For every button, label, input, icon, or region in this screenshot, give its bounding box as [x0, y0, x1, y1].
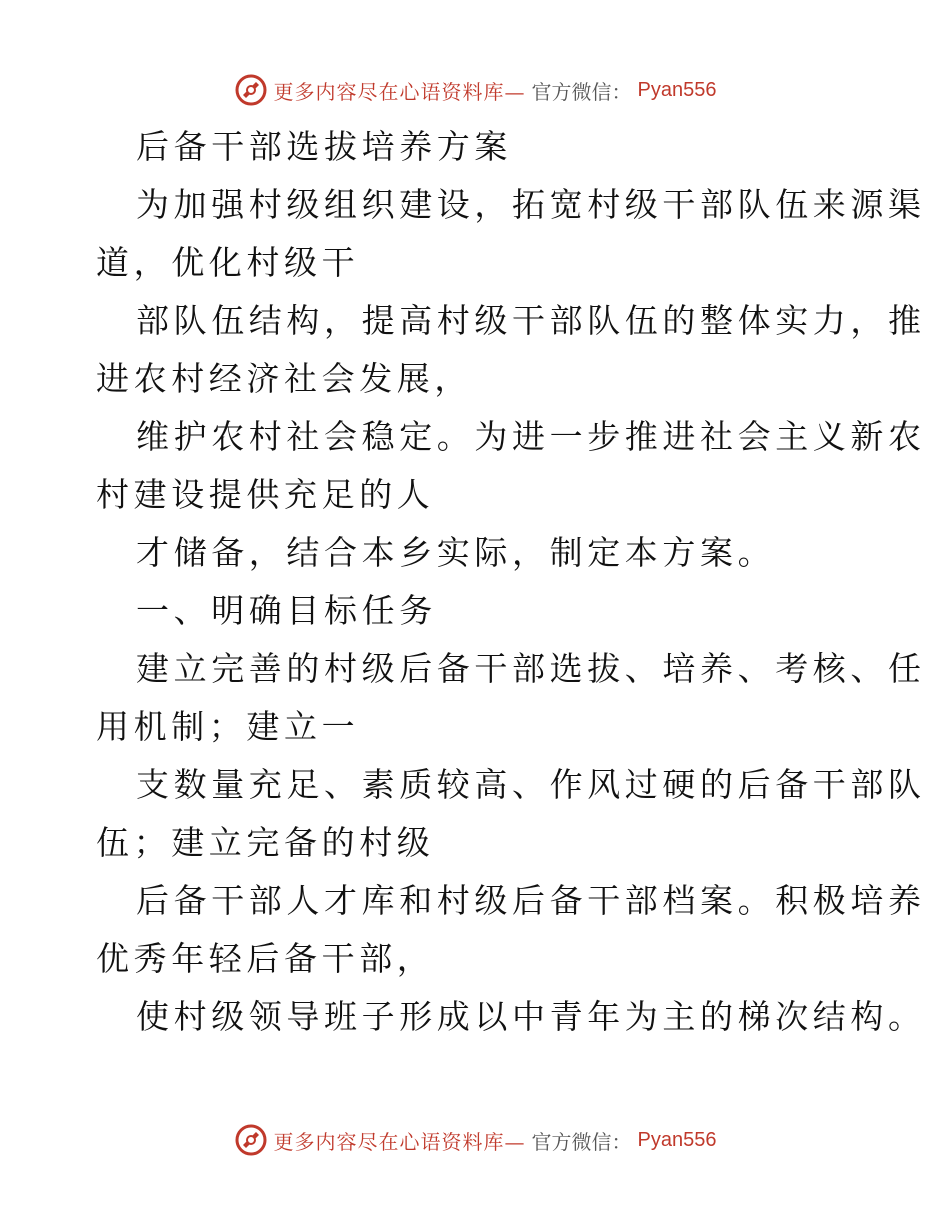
footer-wechat-id: Pyan556 [637, 1128, 717, 1151]
paragraph-line: 道，优化村级干 [96, 243, 360, 282]
footer-wechat-label: 官方微信： [531, 1129, 632, 1154]
footer-brand-text: 更多内容尽在心语资料库— [273, 1129, 526, 1154]
section-heading: 一、明确目标任务 [136, 591, 437, 630]
brand-logo-icon [234, 73, 268, 107]
paragraph-line: 村建设提供充足的人 [96, 475, 435, 514]
document-body [96, 118, 926, 1046]
paragraph-line: 用机制；建立一 [96, 707, 360, 746]
paragraph-line: 支数量充足、素质较高、作风过硬的后备干部队 [136, 765, 926, 804]
header-wechat-id: Pyan556 [637, 78, 717, 101]
paragraph-line: 部队伍结构，提高村级干部队伍的整体实力，推 [136, 301, 926, 340]
header-wechat-label: 官方微信： [531, 79, 632, 104]
paragraph-line: 使村级领导班子形成以中青年为主的梯次结构。 [136, 997, 926, 1036]
header-brand-text: 更多内容尽在心语资料库— [273, 79, 526, 104]
paragraph-line: 伍；建立完备的村级 [96, 823, 435, 862]
footer-banner [0, 1120, 950, 1160]
doc-title: 后备干部选拔培养方案 [136, 127, 512, 166]
paragraph-line: 为加强村级组织建设，拓宽村级干部队伍来源渠 [136, 185, 926, 224]
paragraph-line: 进农村经济社会发展， [96, 359, 472, 398]
paragraph-line: 优秀年轻后备干部， [96, 939, 435, 978]
paragraph-line: 才储备，结合本乡实际，制定本方案。 [136, 533, 776, 572]
paragraph-line: 维护农村社会稳定。为进一步推进社会主义新农 [136, 417, 926, 456]
paragraph-line: 建立完善的村级后备干部选拔、培养、考核、任 [136, 649, 926, 688]
paragraph-line: 后备干部人才库和村级后备干部档案。积极培养 [136, 881, 926, 920]
header-banner [0, 70, 950, 110]
brand-logo-icon [234, 1123, 268, 1157]
